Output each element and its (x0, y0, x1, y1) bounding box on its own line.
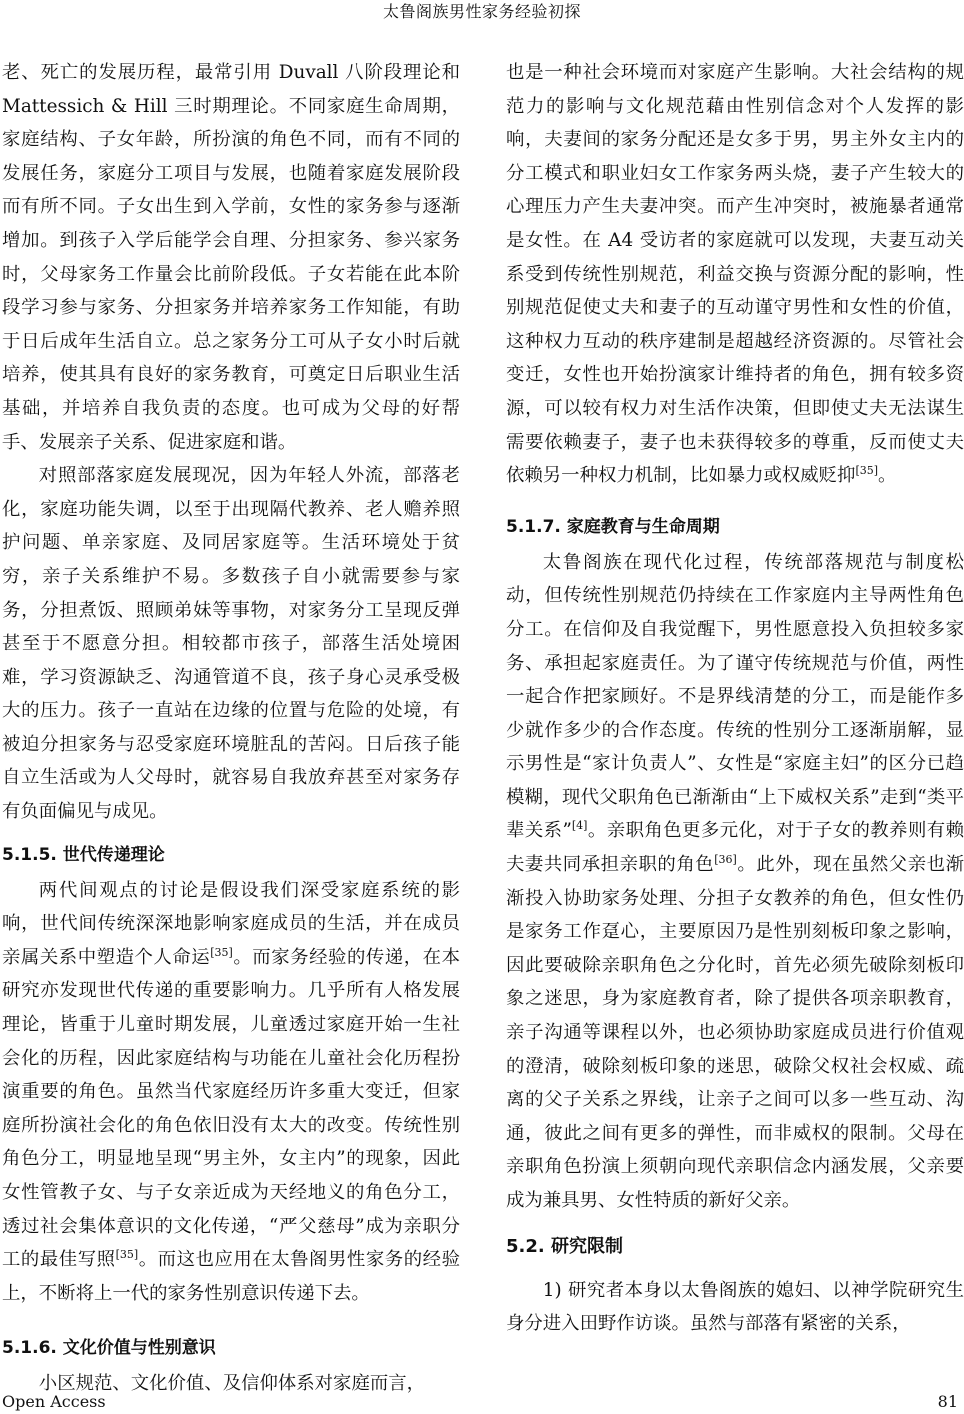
section-heading-5-1-7: 5.1.7. 家庭教育与生命周期 (506, 516, 720, 537)
citation-ref: [35] (855, 464, 879, 477)
paragraph (2, 874, 460, 1311)
section-heading-5-2: 5.2. 研究限制 (506, 1235, 623, 1257)
text-run: 也是一种社会环境而对家庭产生影响。大社会结构的规范力的影响与文化规范藉由性别信念对个人发挥的影响，夫妻间的家务分配还是女多于男，男主外女主内的分工模式和职业妇女工作家务两头烧，妻子产生较大的心理压力产生夫妻冲突。而产生冲突时，被施暴者通常是女性。在 A4 受访者的家庭就可以发现，夫妻互动关系受到传统性别规范，利益交换与资源分配的影响，性别规范促使丈夫和妻子的互动谨守男性和女性的价值，这种权力互动的秩序建制是超越经济资源的。尽管社会变迁，女性也开始扮演家计维持者的角色，拥有较多资源，可以较有权力对生活作决策，但即使丈夫无法谋生需要依赖妻子，妻子也未获得较多的尊重，反而使丈夫依赖另一种权力机制，比如暴力或权威贬抑 (506, 62, 964, 487)
right-column (506, 56, 964, 1341)
citation-ref: [4] (571, 819, 588, 833)
left-column (2, 56, 460, 1401)
text-run: 两代间观点的讨论是假设我们深受家庭系统的影响，世代间传统深深地影响家庭成员的生活，并在成员亲属关系中塑造个人命运 (2, 879, 460, 968)
citation-ref: [36] (714, 852, 737, 866)
paragraph (506, 546, 964, 1218)
section-heading-5-1-6: 5.1.6. 文化价值与性别意识 (2, 1338, 216, 1359)
page-number: 81 (937, 1392, 958, 1411)
section-heading-5-1-5: 5.1.5. 世代传递理论 (2, 844, 165, 865)
text-run: 。此外，现在虽然父亲也渐渐投入协助家务处理、分担子女教养的角色，但女性仍是家务工作趸心，主要原因乃是性别刻板印象之影响，因此要破除亲职角色之分化时，首先必须先破除刻板印象之迷思，身为家庭教育者，除了提供各项亲职教育，亲子沟通等课程以外，也必须协助家庭成员进行价值观的澄清，破除刻板印象的迷思，破除父权社会权威、疏离的父子关系之界线，让亲子之间可以多一些互动、沟通，彼此之间有更多的弹性，而非威权的限制。父母在亲职角色扮演上须朝向现代亲职信念内涵发展，父亲要成为兼具男、女性特质的新好父亲。 (506, 854, 964, 1211)
paragraph: 1) 研究者本身以太鲁阁族的媳妇、以神学院研究生身分进入田野作访谈。虽然与部落有紧密的关系， (506, 1279, 964, 1335)
journal-footer: Open Access (2, 1392, 106, 1411)
paragraph: 小区规范、文化价值、及信仰体系对家庭而言， (38, 1373, 426, 1395)
citation-ref: [35] (115, 1248, 139, 1262)
text-run: 。而这也应用在太鲁阁男性家务的经验上，不断将上一代的家务性别意识传递下去。 (2, 1249, 460, 1304)
text-run: 。亲职角色更多元化，对于子女的教养则有赖夫妻共同承担亲职的角色 (506, 820, 964, 876)
paragraph: 老、死亡的发展历程，最常引用 Duvall 八阶段理论和 Mattessich & Hill 三时期理论。不同家庭生命周期，家庭结构、子女年龄，所扮演的角色不同，而有不同的发展任务，家庭分工项目与发展，也随着家庭发展阶段而有所不同。子女出生到入学前，女性的家务参与逐渐增加。到孩子入学后能学会自理、分担家务、参兴家务时，父母家务工作量会比前阶段低。子女若能在此本阶段学习参与家务、分担家务并培养家务工作知能，有助于日后成年生活自立。总之家务分工可从子女小时后就培养，使其具有良好的家务教育，可奠定日后职业生活基础，并培养自我负责的态度。也可成为父母的好帮手、发展亲子关系、促进家庭和谐。 (2, 62, 460, 453)
running-title: 太鲁阁族男性家务经验初探 (382, 2, 581, 21)
paragraph: 对照部落家庭发展现况，因为年轻人外流，部落老化，家庭功能失调，以至于出现隔代教养、老人赡养照护问题、单亲家庭、及同居家庭等。生活环境处于贫穷，亲子关系维护不易。多数孩子自小就需要参与家务，分担煮饭、照顾弟妹等事物，对家务分工呈现反弹甚至于不愿意分担。相较都市孩子，部落生活处境困难，学习资源缺乏、沟通管道不良，孩子身心灵承受极大的压力。孩子一直站在边缘的位置与危险的处境，有被迫分担家务与忍受家庭环境脏乱的苦闷。日后孩子能自立生活或为人父母时，就容易自我放弃甚至对家务存有负面偏见与成见。 (2, 465, 460, 823)
text-run: 。而家务经验的传递，在本研究亦发现世代传递的重要影响力。几乎所有人格发展理论，皆重于儿童时期发展，儿童透过家庭开始一生社会化的历程，因此家庭结构与功能在儿童社会化历程扮演重要的角色。虽然当代家庭经历许多重大变迁，但家庭所扮演社会化的角色依旧没有太大的改变。传统性别角色分工，明显地呈现“男主外，女主内”的现象，因此女性管教子女、与子女亲近成为天经地义的角色分工，透过社会集体意识的文化传递，“严父慈母”成为亲职分工的最佳写照 (2, 946, 460, 1271)
citation-ref: [35] (210, 945, 233, 959)
text-run: 。 (878, 465, 897, 487)
paragraph (506, 56, 964, 493)
text-run: 太鲁阁族在现代化过程，传统部落规范与制度松动，但传统性别规范仍持续在工作家庭内主导两性角色分工。在信仰及自我觉醒下，男性愿意投入负担较多家务、承担起家庭责任。为了谨守传统规范与价值，两性一起合作把家顾好。不是界线清楚的分工，而是能作多少就作多少的合作态度。传统的性别分工逐渐崩解，显示男性是“家计负责人”、女性是“家庭主妇”的区分已趋模糊，现代父职角色已渐渐由“上下威权关系”走到“类平辈关系” (506, 551, 964, 842)
